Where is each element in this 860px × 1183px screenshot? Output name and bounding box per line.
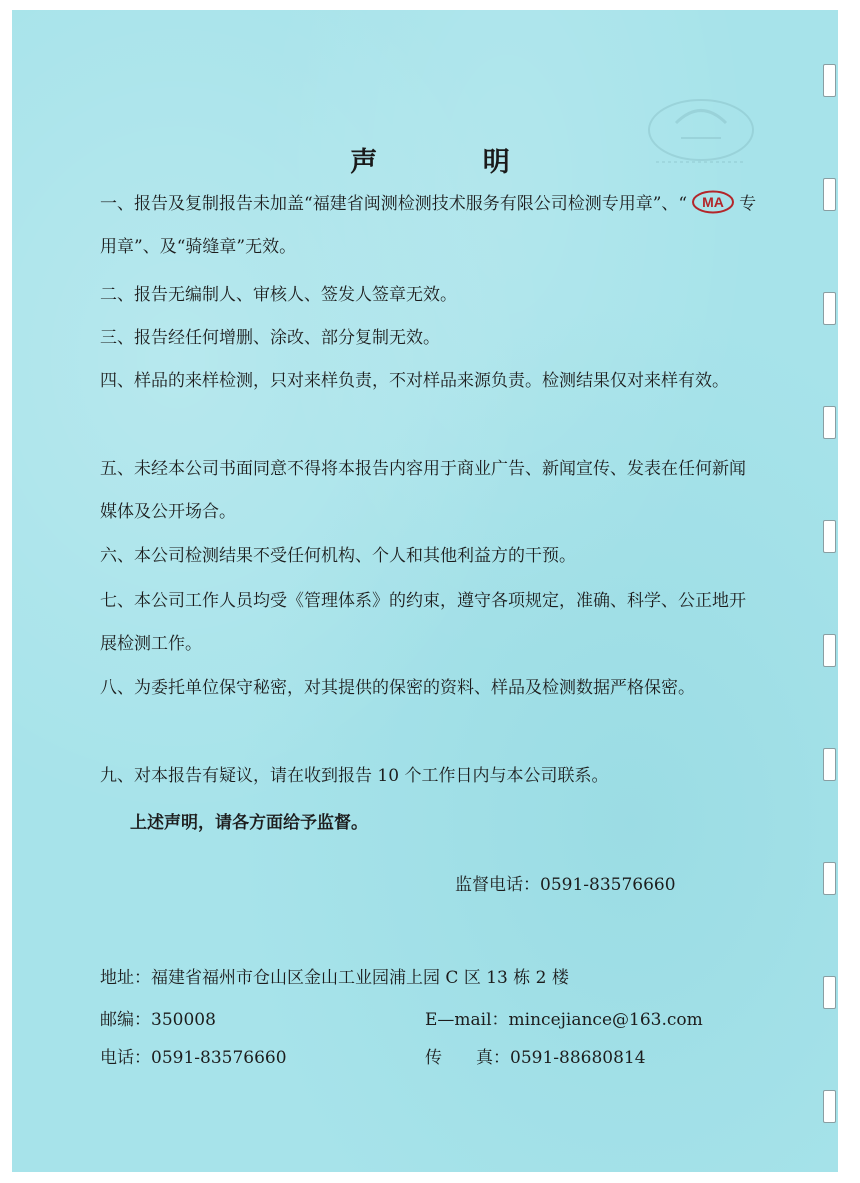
clause-4: 四、样品的来样检测，只对来样负责，不对样品来源负责。检测结果仅对来样有效。 <box>100 371 729 391</box>
binder-hole <box>823 976 836 1009</box>
clause-3: 三、报告经任何增删、涂改、部分复制无效。 <box>100 328 440 348</box>
contact-address: 地址：福建省福州市仓山区金山工业园浦上园 C 区 13 栋 2 楼 <box>100 968 569 988</box>
ma-certification-mark-icon <box>691 190 735 214</box>
closing-statement: 上述声明，请各方面给予监督。 <box>130 813 368 833</box>
contact-fax: 传 真：0591-88680814 <box>425 1048 646 1068</box>
binder-hole <box>823 178 836 211</box>
clause-5: 五、未经本公司书面同意不得将本报告内容用于商业广告、新闻宣传、发表在任何新闻媒体及公开场合。 <box>100 459 746 522</box>
clause-6: 六、本公司检测结果不受任何机构、个人和其他利益方的干预。 <box>100 546 576 566</box>
binder-hole <box>823 862 836 895</box>
svg-text:MA: MA <box>702 194 724 210</box>
binder-hole <box>823 748 836 781</box>
clause-1-text: 一、报告及复制报告未加盖“福建省闽测检测技术服务有限公司检测专用章”、“ <box>100 194 688 214</box>
binder-hole <box>823 406 836 439</box>
supervision-phone: 监督电话：0591-83576660 <box>455 875 676 895</box>
contact-phone: 电话：0591-83576660 <box>100 1048 287 1068</box>
binder-hole <box>823 1090 836 1123</box>
clause-9: 九、对本报告有疑议，请在收到报告 10 个工作日内与本公司联系。 <box>100 766 609 786</box>
binder-hole <box>823 292 836 325</box>
page-title: 声 明 <box>350 147 558 178</box>
contact-postcode: 邮编：350008 <box>100 1010 216 1030</box>
clause-7: 七、本公司工作人员均受《管理体系》的约束，遵守各项规定，准确、科学、公正地开展检测工作。 <box>100 591 746 654</box>
contact-email: E—mail：mincejiance@163.com <box>425 1010 703 1030</box>
clause-2: 二、报告无编制人、审核人、签发人签章无效。 <box>100 285 457 305</box>
binder-hole <box>823 520 836 553</box>
clause-8: 八、为委托单位保守秘密，对其提供的保密的资料、样品及检测数据严格保密。 <box>100 678 695 698</box>
clause-1 <box>100 183 760 269</box>
clause-1-text-end: 专用章”、及“骑缝章”无效。 <box>100 194 757 257</box>
binder-hole <box>823 634 836 667</box>
binder-hole <box>823 64 836 97</box>
